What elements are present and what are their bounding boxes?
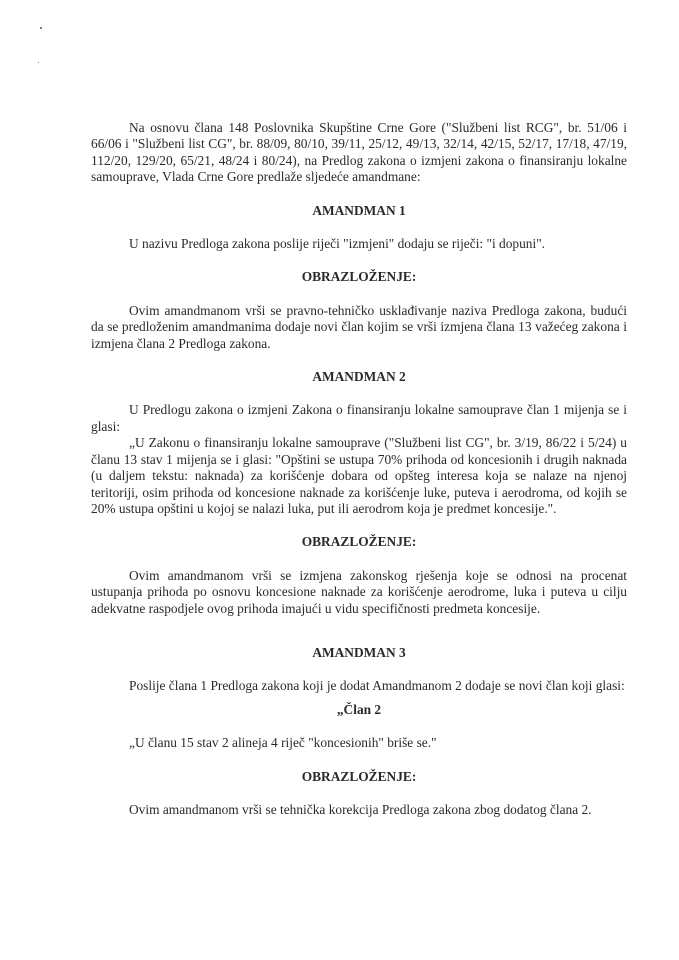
amendment-3-quote: „U članu 15 stav 2 alineja 4 riječ "koncesionih" briše se." — [129, 735, 437, 751]
amendment-3-heading: AMANDMAN 3 — [312, 644, 406, 660]
amendment-1-justification: Ovim amandmanom vrši se pravno-tehničko usklađivanje naziva Predloga zakona, budući da se predloženim amandmanima dodaje novi član kojim se vrši izmjena člana 13 važećeg zakona i izmjena člana 2 Predloga zakona. — [91, 302, 627, 351]
amendment-2-justification: Ovim amandmanom vrši se izmjena zakonskog rješenja koje se odnosi na procenat ustupanja prihoda po osnovu koncesione naknade za korišćenje aerodrome, luka i puteva u cilju adekvatne raspodjele ovog prihoda imajući u vidu specifičnosti predmeta koncesije. — [91, 567, 627, 616]
amendment-1-heading: AMANDMAN 1 — [312, 202, 406, 218]
amendment-2-quote: „U Zakonu o finansiranju lokalne samouprave ("Službeni list CG", br. 3/19, 86/22 i 5/24) u članu 13 stav 1 mijenja se i glasi: "Opštini se ustupa 70% prihoda od koncesionih i drugih naknada (u daljem tekstu: naknada) za korišćenje dobara od opšteg interesa koja se nalaze na njenoj teritoriji, osim prihoda od koncesione naknade za korišćenje luke, puteva i aerodroma, od kojih se 20% ustupa opštini u kojoj se nalazi luka, put ili aerodrom koja je predmet koncesije.". — [91, 435, 627, 516]
amendment-3-body: Poslije člana 1 Predloga zakona koji je dodat Amandmanom 2 dodaje se novi član koji glasi: — [129, 678, 625, 694]
amendment-3-justification-heading: OBRAZLOŽENJE: — [301, 768, 417, 784]
scan-speck — [40, 27, 42, 29]
document-body — [91, 120, 627, 818]
amendment-1-justification-heading: OBRAZLOŽENJE: — [301, 269, 417, 285]
amendment-2-body: U Predlogu zakona o izmjeni Zakona o finansiranju lokalne samouprave član 1 mijenja se i glasi: — [91, 402, 627, 434]
clan-2-title: „Član 2 — [336, 701, 382, 717]
amendment-2-justification-heading: OBRAZLOŽENJE: — [301, 534, 417, 550]
amendment-2-heading: AMANDMAN 2 — [312, 369, 406, 385]
amendment-3-justification: Ovim amandmanom vrši se tehnička korekcija Predloga zakona zbog dodatog člana 2. — [129, 801, 592, 817]
intro-paragraph: Na osnovu člana 148 Poslovnika Skupštine Crne Gore ("Službeni list RCG", br. 51/06 i 66/06 i "Službeni list CG", br. 88/09, 80/10, 39/11, 25/12, 49/13, 32/14, 42/15, 52/17, 17/18, 47/19, 112/20, 129/20, 65/21, 48/24 i 80/24), na Predlog zakona o izmjeni zakona o finansiranju lokalne samouprave, Vlada Crne Gore predlaže sljedeće amandmane: — [91, 120, 627, 185]
amendment-1-body: U nazivu Predloga zakona poslije riječi "izmjeni" dodaju se riječi: "i dopuni". — [129, 236, 546, 252]
scan-speck — [38, 62, 39, 63]
